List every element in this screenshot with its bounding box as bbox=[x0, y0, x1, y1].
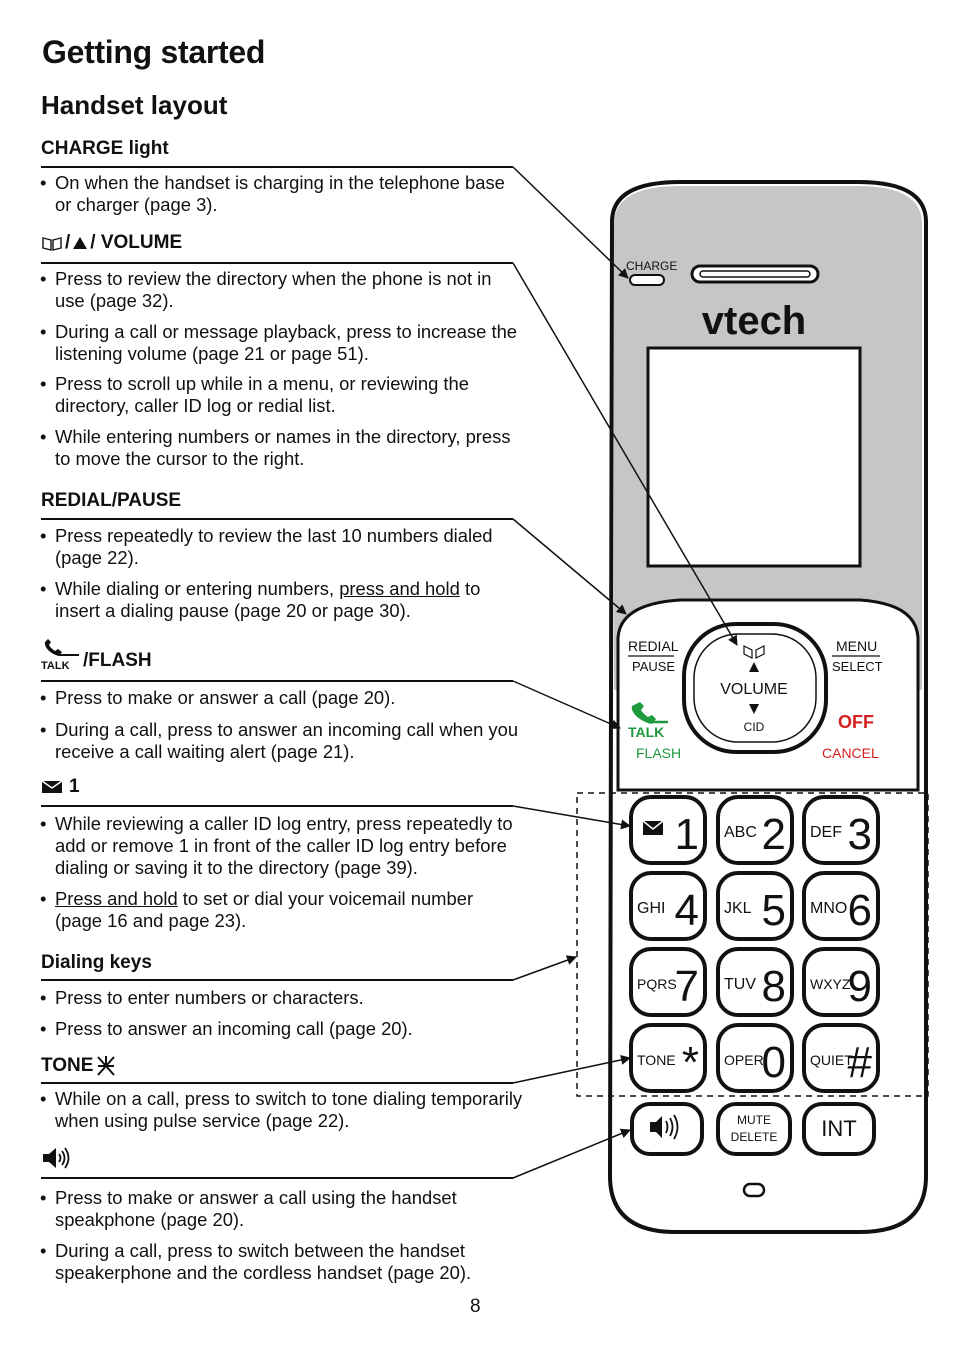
key-letters: TONE bbox=[637, 1052, 676, 1068]
flash-label: FLASH bbox=[636, 745, 682, 761]
page-title: Getting started bbox=[42, 34, 266, 70]
bullet: • During a call, press to switch between the handset speakerphone and the cordless handset (page 20). bbox=[40, 1240, 525, 1284]
svg-text:INT: INT bbox=[821, 1116, 857, 1141]
key-letters: TUV bbox=[724, 976, 756, 993]
dial-key-4[interactable] bbox=[631, 873, 705, 939]
key-digit: 4 bbox=[674, 886, 699, 935]
key-letters: GHI bbox=[637, 900, 666, 917]
bullet: • On when the handset is charging in the telephone base or charger (page 3). bbox=[40, 172, 525, 216]
bullet: • While dialing or entering numbers, press and hold to insert a dialing pause (page 20 or page 30). bbox=[40, 578, 525, 622]
brand-logo: vtech bbox=[701, 299, 807, 343]
bullet: • Press to answer an incoming call (page 20). bbox=[40, 1018, 525, 1040]
dial-key-3[interactable] bbox=[804, 797, 878, 863]
key-digit: 0 bbox=[761, 1038, 786, 1087]
key-digit: 1 bbox=[674, 810, 699, 859]
bullet: • Press repeatedly to review the last 10 numbers dialed (page 22). bbox=[40, 525, 525, 569]
page-number: 8 bbox=[470, 1296, 481, 1317]
key-digit: * bbox=[681, 1038, 699, 1087]
bullet: • Press to review the directory when the phone is not in use (page 32). bbox=[40, 268, 525, 312]
tone-heading: TONE bbox=[41, 1054, 117, 1078]
bullet: • While entering numbers or names in the directory, press to move the cursor to the right. bbox=[40, 426, 525, 470]
dial-key-6[interactable] bbox=[804, 873, 878, 939]
menu-key-label: MENU bbox=[836, 638, 878, 654]
bullet: • While on a call, press to switch to tone dialing temporarily when using pulse service (page 22). bbox=[40, 1088, 525, 1132]
svg-text:DELETE: DELETE bbox=[730, 1130, 778, 1144]
key-letters: PQRS bbox=[637, 976, 677, 992]
earpiece bbox=[692, 266, 818, 282]
key-letters: ABC bbox=[724, 824, 757, 841]
bullet: • During a call, press to answer an incoming call when you receive a call waiting alert (page 21). bbox=[40, 719, 525, 763]
dial-key-0[interactable] bbox=[718, 1025, 792, 1091]
charge-heading: CHARGE light bbox=[41, 138, 169, 159]
dial-key-star[interactable] bbox=[631, 1025, 705, 1091]
key-digit: 8 bbox=[761, 962, 786, 1011]
bullet: • Press to make or answer a call (page 20). bbox=[40, 687, 525, 709]
key-letters: WXYZ bbox=[810, 976, 851, 992]
bullet: • While reviewing a caller ID log entry, press repeatedly to add or remove 1 in front of the caller ID log entry before dialing or saving it to the directory (page 39). bbox=[40, 813, 525, 879]
charge-light bbox=[630, 275, 664, 285]
svg-text:SELECT: SELECT bbox=[832, 659, 883, 674]
dial-key-8[interactable] bbox=[718, 949, 792, 1015]
dial-key-5[interactable] bbox=[718, 873, 792, 939]
mute-key bbox=[718, 1104, 790, 1154]
section-title: Handset layout bbox=[41, 90, 228, 120]
svg-text:PAUSE: PAUSE bbox=[632, 659, 676, 674]
volume-heading: / / VOLUME bbox=[41, 232, 182, 254]
redial-key-label: REDIAL bbox=[628, 638, 679, 654]
key-letters: JKL bbox=[724, 900, 752, 917]
cancel-label: CANCEL bbox=[822, 745, 879, 761]
charge-label: CHARGE bbox=[626, 259, 678, 273]
voicemail-heading: 1 bbox=[41, 776, 80, 798]
key-digit: 6 bbox=[847, 886, 872, 935]
key-letters: OPER bbox=[724, 1052, 764, 1068]
dial-key-1[interactable] bbox=[631, 797, 705, 863]
talk-label: TALK bbox=[628, 724, 665, 740]
svg-text:VOLUME: VOLUME bbox=[720, 681, 788, 698]
key-letters: DEF bbox=[810, 824, 842, 841]
key-digit: # bbox=[847, 1038, 872, 1087]
key-digit: 9 bbox=[847, 962, 872, 1011]
key-digit: 5 bbox=[761, 886, 786, 935]
bullet: • Press to enter numbers or characters. bbox=[40, 987, 525, 1009]
key-digit: 7 bbox=[674, 962, 699, 1011]
microphone bbox=[744, 1184, 764, 1196]
bullet: • Press to make or answer a call using the handset speakphone (page 20). bbox=[40, 1187, 525, 1231]
bullet: • During a call or message playback, press to increase the listening volume (page 21 or page 51). bbox=[40, 321, 525, 365]
key-digit: 3 bbox=[847, 810, 872, 859]
display-screen bbox=[648, 348, 860, 566]
dial-key-hash[interactable] bbox=[804, 1025, 878, 1091]
key-letters: MNO bbox=[810, 900, 848, 917]
key-letters: QUIET bbox=[810, 1052, 853, 1068]
off-label: OFF bbox=[838, 712, 874, 732]
dial-key-9[interactable] bbox=[804, 949, 878, 1015]
key-digit: 2 bbox=[761, 810, 786, 859]
dial-key-7[interactable] bbox=[631, 949, 705, 1015]
redial-heading: REDIAL/PAUSE bbox=[41, 490, 182, 511]
talk-heading: TALK /FLASH bbox=[41, 638, 152, 672]
svg-text:MUTE: MUTE bbox=[737, 1113, 771, 1127]
svg-text:CID: CID bbox=[743, 720, 765, 734]
talk-icon: TALK bbox=[41, 638, 81, 672]
dialing-heading: Dialing keys bbox=[41, 952, 152, 973]
bullet: • Press and hold to set or dial your voicemail number (page 16 and page 23). bbox=[40, 888, 525, 932]
dial-key-2[interactable] bbox=[718, 797, 792, 863]
bullet: • Press to scroll up while in a menu, or reviewing the directory, caller ID log or redial list. bbox=[40, 373, 525, 417]
